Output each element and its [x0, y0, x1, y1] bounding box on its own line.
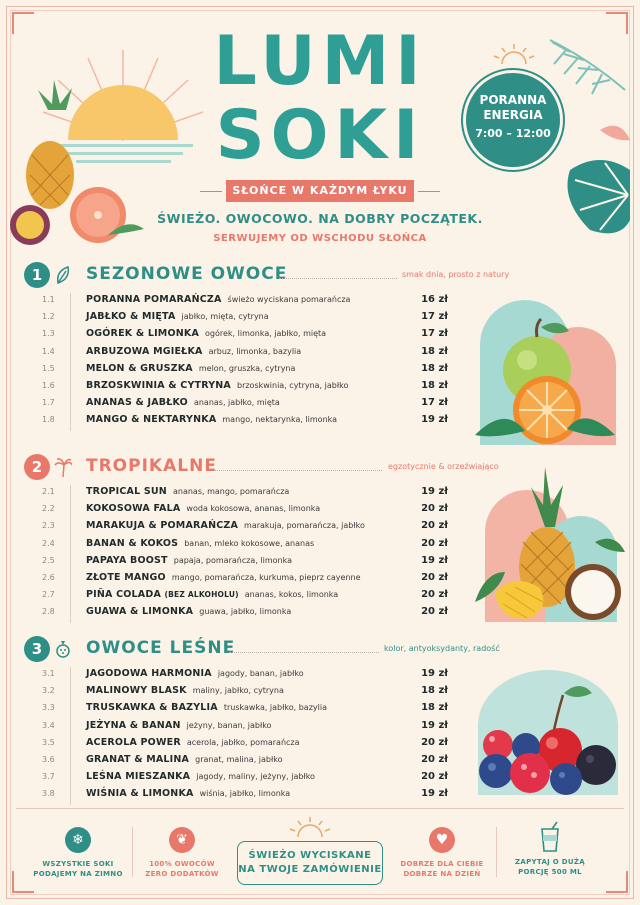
footer-item-large: [500, 819, 600, 877]
item-name: OGÓREK & LIMONKA: [86, 328, 199, 340]
item-price: 18 zł: [421, 685, 448, 697]
section-number: 1: [24, 262, 50, 288]
item-name: WIŚNIA & LIMONKA: [86, 788, 194, 800]
dotted-leader: [229, 652, 379, 653]
footer-item-fruit: [132, 819, 232, 879]
item-name: GUAWA & LIMONKA: [86, 606, 194, 618]
item-description: ogórek, limonka, jabłko, mięta: [205, 329, 327, 339]
item-number: 2.6: [42, 572, 55, 582]
item-description: jagody, maliny, jeżyny, jabłko: [196, 772, 315, 782]
item-number: 2.3: [42, 521, 55, 531]
item-price: 19 zł: [421, 486, 448, 497]
item-price: 20 zł: [421, 537, 448, 549]
item-description: acerola, jabłko, pomarańcza: [186, 737, 300, 747]
section-note: smak dnia, prosto z natury: [402, 270, 510, 279]
item-number: 1.3: [42, 329, 55, 339]
item-price: 17 zł: [421, 328, 448, 340]
footer-text-line1: WSZYSTKIE SOKI: [42, 860, 114, 868]
menu-list-seasonal: [28, 293, 448, 431]
badge-line2: ENERGIA: [483, 108, 543, 122]
tagline-rule: [200, 191, 222, 192]
footer-text-line1: ZAPYTAJ O DUŻĄ: [515, 858, 585, 866]
item-name: MELON & GRUSZKA: [86, 362, 193, 374]
item-description: woda kokosowa, ananas, limonka: [186, 504, 321, 514]
section-note: egzotycznie & orzeźwiająco: [388, 462, 499, 471]
item-name: PORANNA POMARAŃCZA: [86, 294, 222, 305]
menu-item: [28, 719, 448, 736]
dotted-leader: [214, 470, 382, 471]
menu-item: [28, 667, 448, 684]
item-name: ACEROLA POWER: [86, 736, 181, 748]
apple-orange-illustration: [465, 285, 625, 450]
item-number: 1.4: [42, 346, 55, 356]
menu-list-tropical: [28, 485, 448, 623]
tagline-banner: [200, 180, 440, 204]
item-description: wiśnia, jabłko, limonka: [199, 789, 291, 799]
section-title: TROPIKALNE: [86, 456, 217, 476]
menu-item: [28, 485, 448, 502]
item-number: 1.7: [42, 398, 55, 408]
palm-tree-icon: [54, 457, 72, 477]
item-number: 3.1: [42, 669, 55, 678]
leaf-icon: [54, 265, 72, 285]
item-price: 20 zł: [421, 503, 448, 515]
subtitle: ŚWIEŻO. OWOCOWO. NA DOBRY POCZĄTEK.: [157, 211, 483, 226]
item-name: BRZOSKWINIA & CYTRYNA: [86, 379, 231, 391]
item-description: ananas, kokos, limonka: [244, 590, 339, 600]
leaf-icon: ❦: [169, 827, 195, 853]
item-name: PAPAYA BOOST: [86, 554, 168, 566]
sun-rays-icon: [492, 42, 536, 66]
brand-title-line2: SOKI: [215, 96, 425, 175]
item-price: 17 zł: [421, 311, 448, 323]
menu-item: [28, 701, 448, 718]
item-name: MARAKUJA & POMARAŃCZA: [86, 520, 239, 532]
divider: [496, 827, 497, 877]
footer-item-cold: [28, 819, 128, 879]
item-description: melon, gruszka, cytryna: [198, 363, 296, 373]
item-price: 20 zł: [421, 520, 448, 532]
item-description: mango, pomarańcza, kurkuma, pieprz cayenne: [171, 572, 361, 582]
heart-icon: ♥: [429, 827, 455, 853]
menu-item: [28, 770, 448, 787]
item-description: truskawka, jabłko, bazylia: [223, 703, 327, 713]
sun-rays-icon: [289, 815, 331, 839]
menu-item: [28, 736, 448, 753]
section-header-forest: [24, 636, 504, 662]
footer-text-line2: ZERO DODATKÓW: [145, 870, 219, 878]
menu-item: [28, 537, 448, 554]
item-name: MALINOWY BLASK: [86, 685, 187, 697]
section-header-seasonal: [24, 262, 510, 288]
section-title: OWOCE LEŚNE: [86, 638, 236, 658]
badge-hours: 7:00 – 12:00: [475, 127, 551, 140]
menu-item: [28, 310, 448, 327]
menu-item: [28, 345, 448, 362]
item-description: banan, mleko kokosowe, ananas: [184, 538, 315, 548]
footer-text-line1: DOBRZE DLA CIEBIE: [400, 860, 484, 868]
menu-item: [28, 519, 448, 536]
badge-line1: PORANNA: [479, 93, 547, 107]
item-number: 3.8: [42, 789, 55, 799]
item-number: 3.4: [42, 720, 55, 730]
menu-list-forest: [28, 667, 448, 805]
item-price: 19 zł: [421, 668, 448, 679]
item-description: guawa, jabłko, limonka: [199, 607, 292, 617]
berry-icon: [54, 639, 72, 659]
tagline: SŁOŃCE W KAŻDYM ŁYKU: [226, 180, 414, 202]
menu-item: [28, 753, 448, 770]
menu-item: [28, 787, 448, 804]
item-name: JAGODOWA HARMONIA: [86, 668, 212, 679]
item-price: 19 zł: [421, 414, 448, 426]
item-name: GRANAT & MALINA: [86, 753, 190, 765]
footer-text-line1: 100% OWOCÓW: [149, 860, 215, 868]
item-description: jabłko, mięta, cytryna: [181, 312, 269, 322]
item-name: ARBUZOWA MGIEŁKA: [86, 345, 203, 357]
serving-note: SERWUJEMY OD WSCHODU SŁOŃCA: [213, 233, 427, 244]
fresh-pressed-box: [237, 841, 383, 885]
item-description: arbuz, limonka, bazylia: [208, 346, 302, 356]
item-number: 3.6: [42, 754, 55, 764]
item-number: 3.7: [42, 772, 55, 782]
dotted-leader: [279, 278, 397, 279]
menu-item: [28, 605, 448, 622]
item-description: jagody, banan, jabłko: [217, 669, 304, 678]
item-name: TROPICAL SUN: [86, 486, 167, 497]
menu-item: [28, 362, 448, 379]
item-name: MANGO & NEKTARYNKA: [86, 414, 217, 426]
menu-item: [28, 502, 448, 519]
pineapple-mango-coconut-illustration: [465, 462, 630, 627]
item-price: 20 zł: [421, 753, 448, 765]
item-price: 16 zł: [421, 294, 448, 305]
item-price: 20 zł: [421, 571, 448, 583]
item-name: JABŁKO & MIĘTA: [86, 311, 176, 323]
item-name-note: (BEZ ALKOHOLU): [164, 590, 239, 600]
item-description: ananas, jabłko, mięta: [193, 398, 280, 408]
footer-bar: [16, 808, 624, 892]
menu-item: [28, 588, 448, 605]
berries-illustration: [468, 665, 628, 805]
item-name: ZŁOTE MANGO: [86, 571, 166, 583]
item-number: 2.7: [42, 590, 55, 600]
item-number: 3.3: [42, 703, 55, 713]
morning-energy-badge: [463, 70, 563, 170]
brand-title-line1: LUMI: [213, 22, 427, 101]
item-price: 19 zł: [421, 788, 448, 800]
menu-item: [28, 684, 448, 701]
item-price: 20 zł: [421, 771, 448, 783]
cup-icon: [535, 821, 565, 853]
item-description: granat, malina, jabłko: [195, 754, 283, 764]
item-number: 1.1: [42, 295, 55, 304]
item-number: 2.8: [42, 607, 55, 617]
item-name: BANAN & KOKOS: [86, 537, 179, 549]
item-name: ANANAS & JABŁKO: [86, 397, 188, 409]
item-name: JEŻYNA & BANAN: [86, 719, 181, 731]
item-price: 18 zł: [421, 379, 448, 391]
menu-item: [28, 413, 448, 430]
item-name: TRUSKAWKA & BAZYLIA: [86, 702, 218, 714]
item-price: 19 zł: [421, 719, 448, 731]
tagline-rule: [418, 191, 440, 192]
item-name: LEŚNA MIESZANKA: [86, 771, 191, 783]
item-number: 2.2: [42, 504, 55, 514]
item-price: 20 zł: [421, 606, 448, 618]
menu-item: [28, 379, 448, 396]
item-description: maliny, jabłko, cytryna: [192, 686, 284, 696]
menu-item: [28, 554, 448, 571]
footer-item-health: [392, 819, 492, 879]
section-header-tropical: [24, 454, 499, 480]
item-description: ananas, mango, pomarańcza: [172, 487, 290, 496]
item-number: 1.2: [42, 312, 55, 322]
item-number: 2.4: [42, 538, 55, 548]
item-price: 18 zł: [421, 362, 448, 374]
item-description: mango, nektarynka, limonka: [222, 415, 338, 425]
item-price: 17 zł: [421, 397, 448, 409]
item-description: jeżyny, banan, jabłko: [186, 720, 272, 730]
item-price: 19 zł: [421, 554, 448, 566]
item-price: 20 zł: [421, 589, 448, 601]
item-description: papaja, pomarańcza, limonka: [173, 555, 293, 565]
item-description: świeżo wyciskana pomarańcza: [227, 295, 351, 304]
section-note: kolor, antyoksydanty, radość: [384, 644, 500, 653]
item-number: 1.6: [42, 380, 55, 390]
footer-text-line2: PORCJĘ 500 ML: [518, 868, 582, 876]
menu-item: [28, 327, 448, 344]
item-price: 18 zł: [421, 702, 448, 714]
item-number: 1.5: [42, 363, 55, 373]
item-name: PIÑA COLADA: [86, 589, 161, 601]
footer-text-line2: DOBRZE NA DZIEŃ: [403, 870, 481, 878]
section-number: 3: [24, 636, 50, 662]
item-number: 1.8: [42, 415, 55, 425]
item-price: 20 zł: [421, 736, 448, 748]
menu-item: [28, 293, 448, 310]
item-description: marakuja, pomarańcza, jabłko: [244, 521, 365, 531]
item-price: 18 zł: [421, 345, 448, 357]
menu-item: [28, 396, 448, 413]
section-title: SEZONOWE OWOCE: [86, 264, 288, 284]
snowflake-icon: ❄: [65, 827, 91, 853]
item-description: brzoskwinia, cytryna, jabłko: [236, 380, 349, 390]
menu-item: [28, 571, 448, 588]
fresh-line1: ŚWIEŻO WYCISKANE: [248, 850, 372, 861]
item-number: 2.5: [42, 555, 55, 565]
fresh-line2: NA TWOJE ZAMÓWIENIE: [238, 864, 382, 875]
section-number: 2: [24, 454, 50, 480]
item-number: 3.2: [42, 686, 55, 696]
footer-text-line2: PODAJEMY NA ZIMNO: [33, 870, 123, 878]
item-number: 2.1: [42, 487, 55, 496]
item-number: 3.5: [42, 737, 55, 747]
item-name: KOKOSOWA FALA: [86, 503, 181, 515]
